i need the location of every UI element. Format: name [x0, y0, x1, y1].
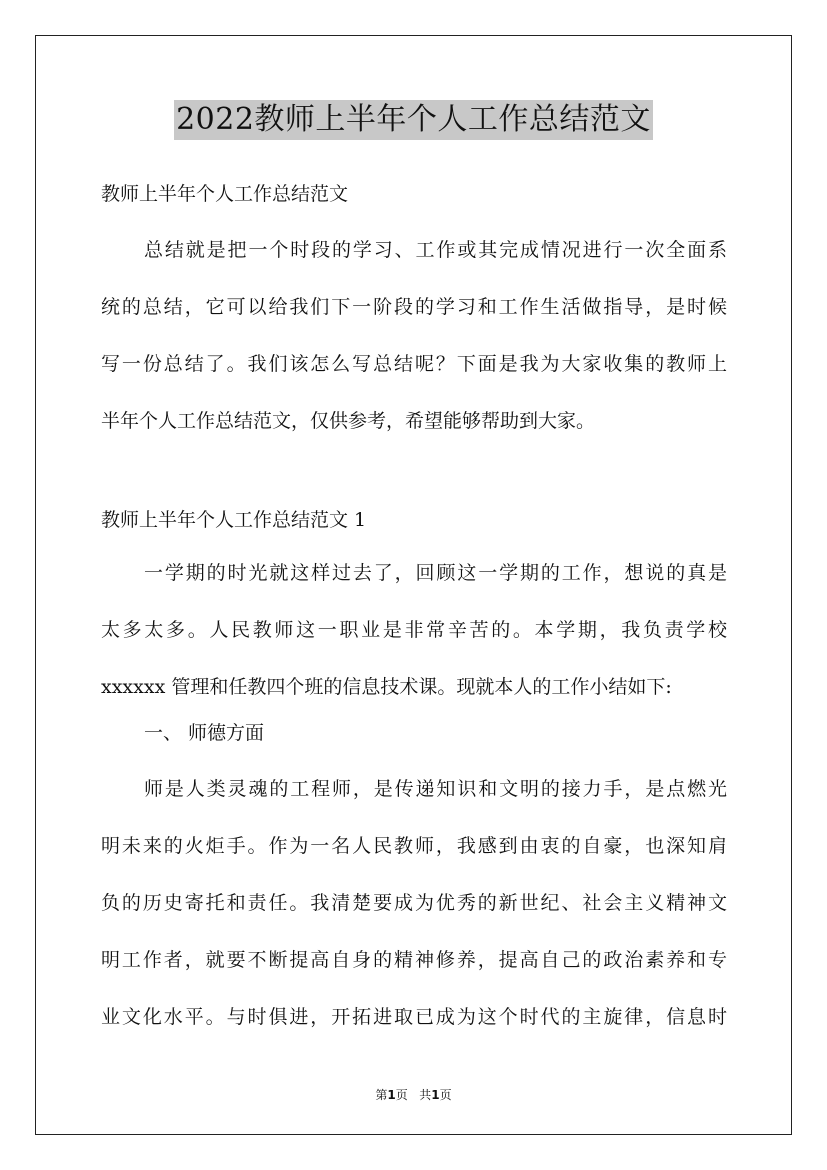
- text-line: 太多太多。人民教师这一职业是非常辛苦的。本学期，我负责学校: [101, 619, 727, 641]
- page-footer: [0, 1086, 827, 1103]
- text-line: 写一份总结了。我们该怎么写总结呢？下面是我为大家收集的教师上: [101, 353, 727, 375]
- text-line: 统的总结，它可以给我们下一阶段的学习和工作生活做指导，是时候: [101, 296, 727, 318]
- page-mid: 页 共: [395, 1088, 432, 1102]
- page-prefix: 第: [375, 1088, 388, 1102]
- heading-ethics: 一、 师德方面: [144, 722, 265, 744]
- text-line: 明未来的火炬手。作为一名人民教师，我感到由衷的自豪，也深知肩: [101, 835, 727, 857]
- text-line: 明工作者，就要不断提高自身的精神修养，提高自己的政治素养和专: [101, 949, 727, 971]
- text-line: 半年个人工作总结范文，仅供参考，希望能够帮助到大家。: [101, 410, 596, 432]
- intro-paragraph: [101, 240, 727, 468]
- section-title: 教师上半年个人工作总结范文 1: [101, 509, 367, 531]
- text-line: xxxxxx 管理和任教四个班的信息技术课。现就本人的工作小结如下:: [101, 676, 672, 698]
- text-line: 业文化水平。与时俱进，开拓进取已成为这个时代的主旋律，信息时: [101, 1006, 727, 1028]
- document-title: 2022教师上半年个人工作总结范文: [174, 100, 653, 140]
- page-total: 1: [431, 1088, 440, 1102]
- text-line: 一学期的时光就这样过去了，回顾这一学期的工作，想说的真是: [144, 562, 727, 584]
- text-line: 总结就是把一个时段的学习、工作或其完成情况进行一次全面系: [144, 239, 727, 261]
- paragraph-1: [101, 563, 727, 734]
- paragraph-2: [101, 779, 727, 1064]
- page-suffix: 页: [439, 1088, 452, 1102]
- document-subtitle: 教师上半年个人工作总结范文: [101, 183, 349, 205]
- text-line: 负的历史寄托和责任。我清楚要成为优秀的新世纪、社会主义精神文: [101, 892, 727, 914]
- text-line: 师是人类灵魂的工程师，是传递知识和文明的接力手，是点燃光: [144, 778, 727, 800]
- page-number: 1: [387, 1088, 396, 1102]
